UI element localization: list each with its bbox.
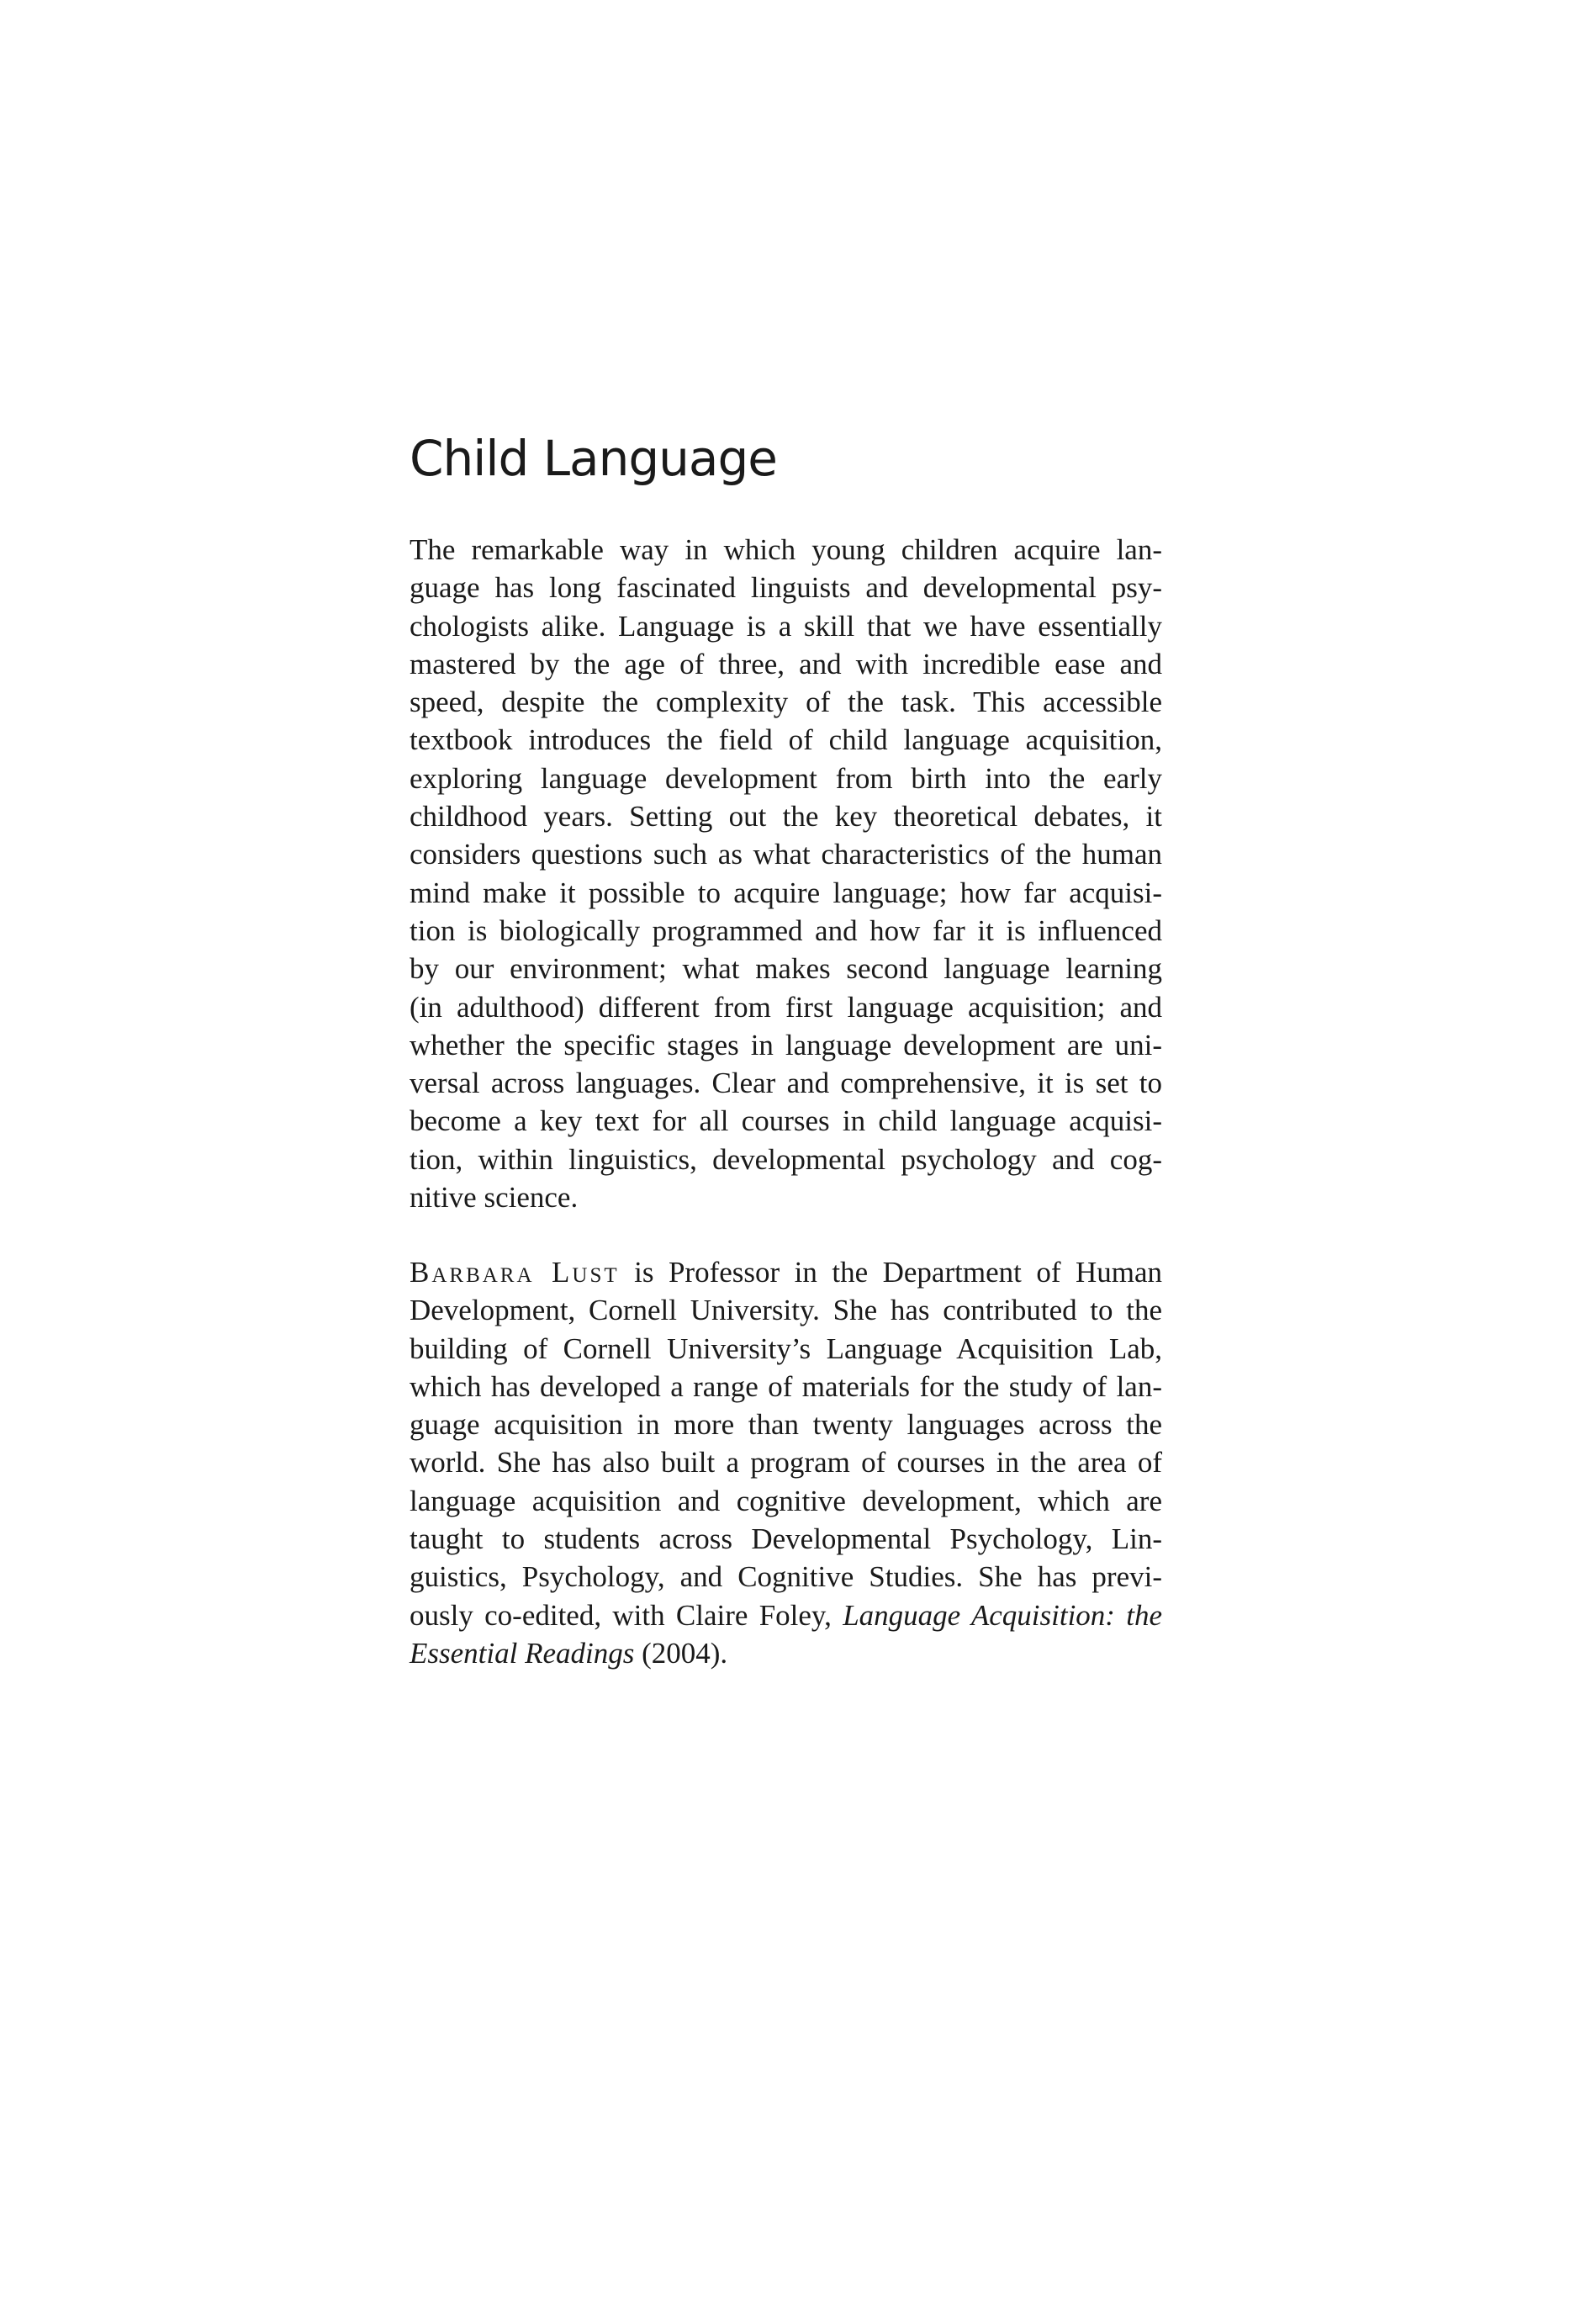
bio-line: which has developed a range of materials for the study of lan-: [410, 1369, 1162, 1403]
description-line: (in adulthood) different from first language acquisition; and: [410, 990, 1162, 1024]
description-line: mind make it possible to acquire language; how far acquisi-: [410, 876, 1162, 909]
book-reference-title: Language Acquisition: the: [843, 1598, 1162, 1632]
bio-line: guistics, Psychology, and Cognitive Studies. She has previ-: [410, 1560, 1162, 1594]
bio-line: language acquisition and cognitive development, which are: [410, 1484, 1162, 1517]
description-line: The remarkable way in which young children acquire lan-: [410, 533, 1162, 566]
description-line: tion is biologically programmed and how far it is influenced: [410, 913, 1162, 947]
bio-line-text: ously co-edited, with Claire Foley,: [410, 1598, 843, 1632]
bio-line: [410, 1634, 1162, 1672]
description-line: childhood years. Setting out the key theoretical debates, it: [410, 800, 1162, 834]
description-line: exploring language development from birth into the early: [410, 761, 1162, 795]
description-line: versal across languages. Clear and comprehensive, it is set to: [410, 1067, 1162, 1100]
description-line: nitive science.: [410, 1181, 579, 1215]
description-line: tion, within linguistics, developmental psychology and cog-: [410, 1142, 1162, 1176]
book-title: Child Language: [410, 430, 777, 487]
description-line: speed, despite the complexity of the task. This accessible: [410, 686, 1162, 719]
book-reference-title: Essential Readings: [410, 1636, 635, 1670]
description-line: by our environment; what makes second language learning: [410, 952, 1162, 986]
bio-line-text: is Professor in the Department of Human: [619, 1256, 1163, 1289]
author-bio: [410, 1253, 1162, 1672]
bio-line: [410, 1596, 1162, 1634]
description-line: chologists alike. Language is a skill that we have essentially: [410, 609, 1162, 643]
author-name: Barbara Lust: [410, 1256, 620, 1289]
description-line: textbook introduces the field of child language acquisition,: [410, 723, 1162, 757]
description-line: whether the specific stages in language development are uni-: [410, 1028, 1162, 1061]
description-line: become a key text for all courses in child language acquisi-: [410, 1104, 1162, 1138]
bio-line: taught to students across Developmental Psychology, Lin-: [410, 1522, 1162, 1556]
bio-line: Development, Cornell University. She has contributed to the: [410, 1294, 1162, 1327]
bio-line: world. She has also built a program of courses in the area of: [410, 1446, 1162, 1480]
bio-line: building of Cornell University’s Language Acquisition Lab,: [410, 1331, 1162, 1365]
book-description: [410, 531, 1162, 1216]
bio-line: guage acquisition in more than twenty languages across the: [410, 1408, 1162, 1442]
bio-line-text: (2004).: [634, 1636, 728, 1670]
description-line: guage has long fascinated linguists and developmental psy-: [410, 571, 1162, 605]
description-line: mastered by the age of three, and with incredible ease and: [410, 647, 1162, 680]
description-line: considers questions such as what characteristics of the human: [410, 838, 1162, 871]
bio-line: [410, 1253, 1162, 1291]
